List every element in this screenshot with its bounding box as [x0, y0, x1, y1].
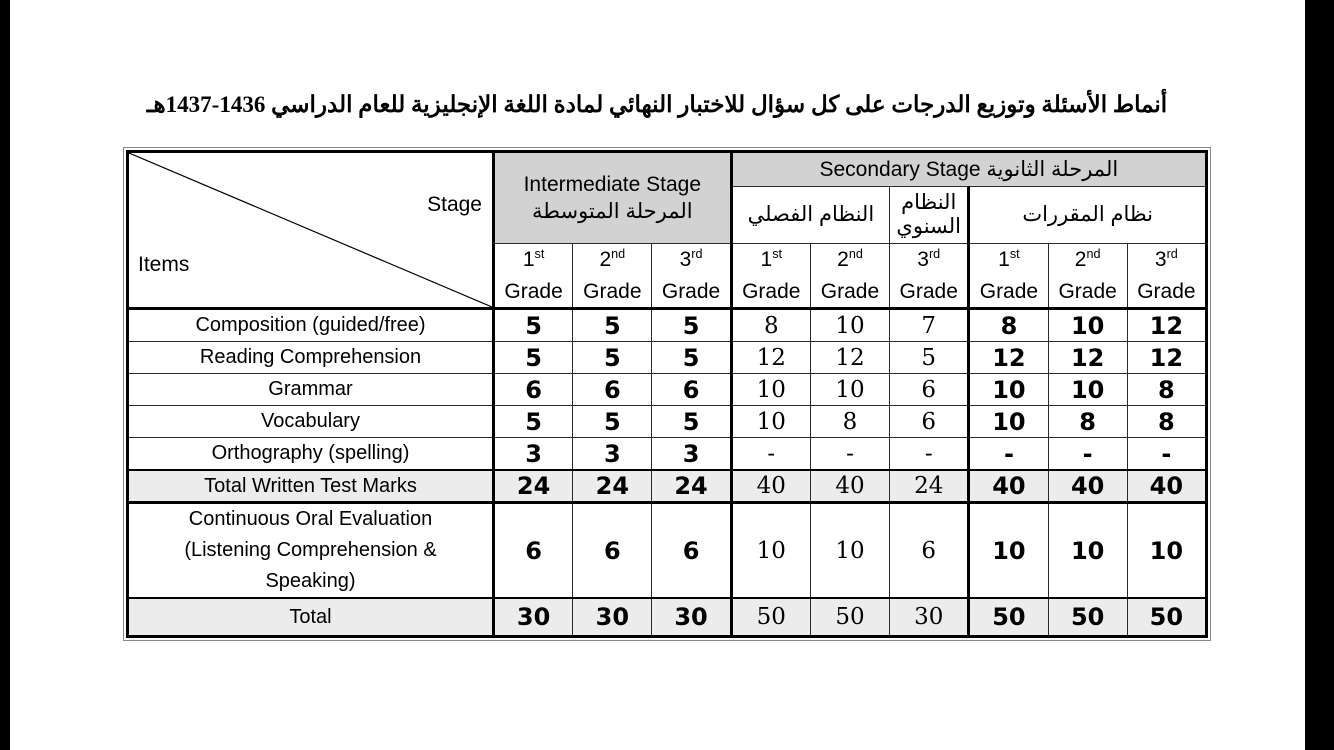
table-row: [128, 342, 1207, 374]
value-cell: 6: [652, 374, 731, 406]
intermediate-stage-ar: المرحلة المتوسطة: [532, 200, 693, 223]
row-label: Total: [128, 598, 494, 637]
value-cell: 3: [652, 438, 731, 471]
grade-header-cell: 1st Grade: [731, 244, 810, 309]
value-cell: 40: [810, 470, 889, 503]
value-cell: 7: [890, 309, 969, 342]
corner-items-label: Items: [138, 253, 190, 276]
value-cell: 30: [494, 598, 573, 637]
grade-header-cell: 1st Grade: [494, 244, 573, 309]
row-label: Grammar: [128, 374, 494, 406]
value-cell: 3: [494, 438, 573, 471]
value-cell: 6: [494, 503, 573, 599]
secondary-stage-header: [731, 152, 1206, 187]
marks-table: [126, 150, 1208, 638]
value-cell: 6: [573, 503, 652, 599]
value-cell: 40: [1127, 470, 1206, 503]
value-cell: 5: [494, 309, 573, 342]
value-cell: 50: [731, 598, 810, 637]
value-cell: 3: [573, 438, 652, 471]
value-cell: 5: [573, 342, 652, 374]
value-cell: 40: [731, 470, 810, 503]
grade-header-cell: 3rd Grade: [890, 244, 969, 309]
grade-header-cell: 3rd Grade: [652, 244, 731, 309]
value-cell: -: [810, 438, 889, 471]
value-cell: 50: [1048, 598, 1127, 637]
value-cell: 10: [969, 406, 1048, 438]
value-cell: 10: [810, 503, 889, 599]
value-cell: 10: [1127, 503, 1206, 599]
system-courses-header: نظام المقررات: [969, 187, 1207, 244]
grade-header-cell: 3rd Grade: [1127, 244, 1206, 309]
value-cell: -: [969, 438, 1048, 471]
value-cell: -: [890, 438, 969, 471]
value-cell: 12: [969, 342, 1048, 374]
table-row: [128, 406, 1207, 438]
corner-cell: [128, 152, 494, 309]
total-written-row: [128, 470, 1207, 503]
value-cell: 24: [890, 470, 969, 503]
secondary-stage-ar: المرحلة الثانوية: [986, 157, 1119, 181]
value-cell: -: [1048, 438, 1127, 471]
value-cell: 6: [890, 406, 969, 438]
value-cell: 8: [731, 309, 810, 342]
diagonal-line: [129, 153, 492, 307]
value-cell: 24: [573, 470, 652, 503]
value-cell: 50: [1127, 598, 1206, 637]
marks-table-wrapper: [123, 147, 1211, 641]
value-cell: 5: [890, 342, 969, 374]
value-cell: 10: [731, 374, 810, 406]
oral-evaluation-row: [128, 503, 1207, 599]
value-cell: 6: [494, 374, 573, 406]
value-cell: 12: [1127, 309, 1206, 342]
value-cell: -: [1127, 438, 1206, 471]
value-cell: 10: [1048, 309, 1127, 342]
row-label: Continuous Oral Evaluation (Listening Comprehension & Speaking): [128, 503, 494, 599]
value-cell: 12: [810, 342, 889, 374]
row-label: Reading Comprehension: [128, 342, 494, 374]
value-cell: 10: [1048, 503, 1127, 599]
value-cell: 24: [494, 470, 573, 503]
value-cell: 6: [573, 374, 652, 406]
value-cell: 10: [810, 374, 889, 406]
value-cell: -: [731, 438, 810, 471]
grade-header-cell: 2nd Grade: [810, 244, 889, 309]
system-semester-header: النظام الفصلي: [731, 187, 889, 244]
value-cell: 5: [573, 309, 652, 342]
value-cell: 5: [494, 342, 573, 374]
value-cell: 30: [652, 598, 731, 637]
left-black-bar: [0, 0, 10, 750]
value-cell: 6: [890, 374, 969, 406]
value-cell: 10: [731, 503, 810, 599]
value-cell: 50: [969, 598, 1048, 637]
secondary-stage-en: Secondary Stage: [819, 157, 981, 181]
row-label: Total Written Test Marks: [128, 470, 494, 503]
value-cell: 5: [573, 406, 652, 438]
value-cell: 10: [1048, 374, 1127, 406]
table-row: [128, 309, 1207, 342]
value-cell: 10: [969, 374, 1048, 406]
value-cell: 8: [1127, 374, 1206, 406]
value-cell: 6: [652, 503, 731, 599]
value-cell: 30: [573, 598, 652, 637]
value-cell: 8: [1048, 406, 1127, 438]
value-cell: 50: [810, 598, 889, 637]
value-cell: 24: [652, 470, 731, 503]
value-cell: 10: [810, 309, 889, 342]
page-title: أنماط الأسئلة وتوزيع الدرجات على كل سؤال للاختبار النهائي لمادة اللغة الإنجليزية للعام الدراسي 1436-1437هـ: [146, 92, 1168, 117]
value-cell: 12: [1127, 342, 1206, 374]
value-cell: 40: [969, 470, 1048, 503]
intermediate-stage-en: Intermediate Stage: [523, 172, 702, 196]
value-cell: 6: [890, 503, 969, 599]
value-cell: 30: [890, 598, 969, 637]
grade-header-cell: 2nd Grade: [573, 244, 652, 309]
value-cell: 8: [969, 309, 1048, 342]
table-row: [128, 438, 1207, 471]
corner-stage-label: Stage: [427, 193, 482, 216]
right-black-bar: [1305, 0, 1334, 750]
row-label: Composition (guided/free): [128, 309, 494, 342]
value-cell: 12: [731, 342, 810, 374]
value-cell: 5: [652, 406, 731, 438]
intermediate-stage-header: [494, 152, 732, 244]
row-label: Vocabulary: [128, 406, 494, 438]
value-cell: 5: [652, 309, 731, 342]
value-cell: 10: [969, 503, 1048, 599]
value-cell: 5: [494, 406, 573, 438]
value-cell: 12: [1048, 342, 1127, 374]
value-cell: 8: [1127, 406, 1206, 438]
table-row: [128, 374, 1207, 406]
row-label: Orthography (spelling): [128, 438, 494, 471]
total-row: [128, 598, 1207, 637]
value-cell: 40: [1048, 470, 1127, 503]
value-cell: 5: [652, 342, 731, 374]
value-cell: 8: [810, 406, 889, 438]
grade-header-cell: 2nd Grade: [1048, 244, 1127, 309]
value-cell: 10: [731, 406, 810, 438]
grade-header-cell: 1st Grade: [969, 244, 1048, 309]
system-annual-header: النظام السنوي: [890, 187, 969, 244]
